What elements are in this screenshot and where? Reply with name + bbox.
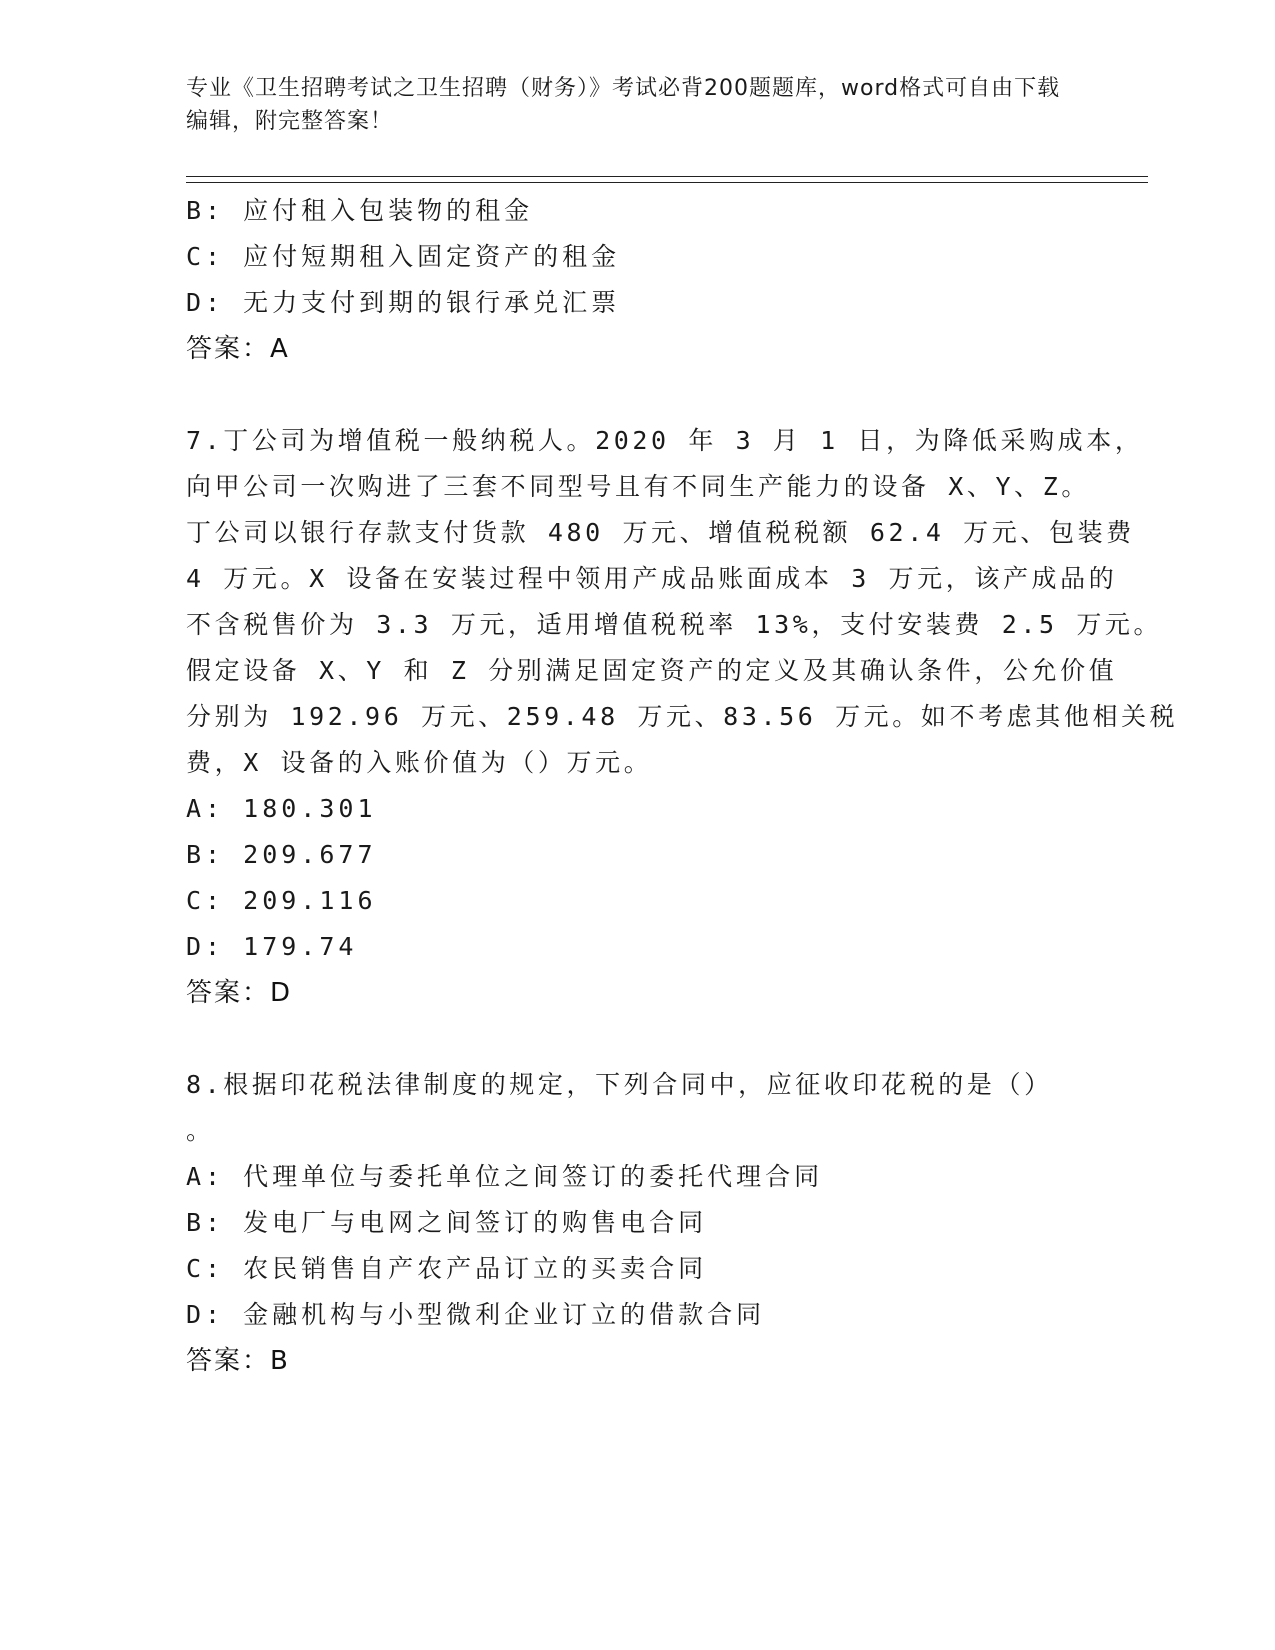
stem-line: 。 [186, 1116, 215, 1145]
header-rule-bottom [186, 182, 1148, 183]
option-b: B: 发电厂与电网之间签订的购售电合同 [186, 1208, 708, 1237]
document-body [186, 188, 1179, 1384]
stem-line: 不含税售价为 3.3 万元，适用增值税税率 13%，支付安装费 2.5 万元。 [186, 610, 1163, 639]
spacer [186, 372, 1086, 418]
option-d: D: 无力支付到期的银行承兑汇票 [186, 288, 621, 317]
question-stem [186, 418, 1179, 786]
answer: 答案：B [186, 1346, 290, 1376]
document-header: 专业《卫生招聘考试之卫生招聘（财务）》考试必背200题题库，word格式可自由下载编辑，附完整答案！ [186, 76, 1061, 134]
header-rule-top [186, 176, 1148, 177]
answer: 答案：D [186, 978, 293, 1008]
option-c: C: 应付短期租入固定资产的租金 [186, 242, 621, 271]
option-b: B: 应付租入包装物的租金 [186, 196, 534, 225]
stem-line: 费，X 设备的入账价值为（）万元。 [186, 748, 653, 777]
option-b: B: 209.677 [186, 840, 377, 869]
question-stem [186, 1062, 1066, 1154]
option-a: A: 代理单位与委托单位之间签订的委托代理合同 [186, 1162, 824, 1191]
question-7 [186, 418, 1179, 1016]
stem-line: 向甲公司一次购进了三套不同型号且有不同生产能力的设备 X、Y、Z。 [186, 472, 1091, 501]
answer: 答案：A [186, 334, 290, 364]
spacer [186, 1016, 1086, 1062]
stem-line: 8.根据印花税法律制度的规定，下列合同中，应征收印花税的是（） [186, 1070, 1053, 1099]
option-a: A: 180.301 [186, 794, 377, 823]
prev-question [186, 188, 1086, 372]
option-d: D: 金融机构与小型微利企业订立的借款合同 [186, 1300, 766, 1329]
question-8 [186, 1062, 1086, 1384]
stem-line: 7.丁公司为增值税一般纳税人。2020 年 3 月 1 日，为降低采购成本， [186, 426, 1144, 455]
option-c: C: 209.116 [186, 886, 377, 915]
stem-line: 分别为 192.96 万元、259.48 万元、83.56 万元。如不考虑其他相关税 [186, 702, 1179, 731]
option-c: C: 农民销售自产农产品订立的买卖合同 [186, 1254, 708, 1283]
stem-line: 假定设备 X、Y 和 Z 分别满足固定资产的定义及其确认条件，公允价值 [186, 656, 1118, 685]
stem-line: 4 万元。X 设备在安装过程中领用产成品账面成本 3 万元，该产成品的 [186, 564, 1118, 593]
option-d: D: 179.74 [186, 932, 358, 961]
stem-line: 丁公司以银行存款支付货款 480 万元、增值税税额 62.4 万元、包装费 [186, 518, 1135, 547]
